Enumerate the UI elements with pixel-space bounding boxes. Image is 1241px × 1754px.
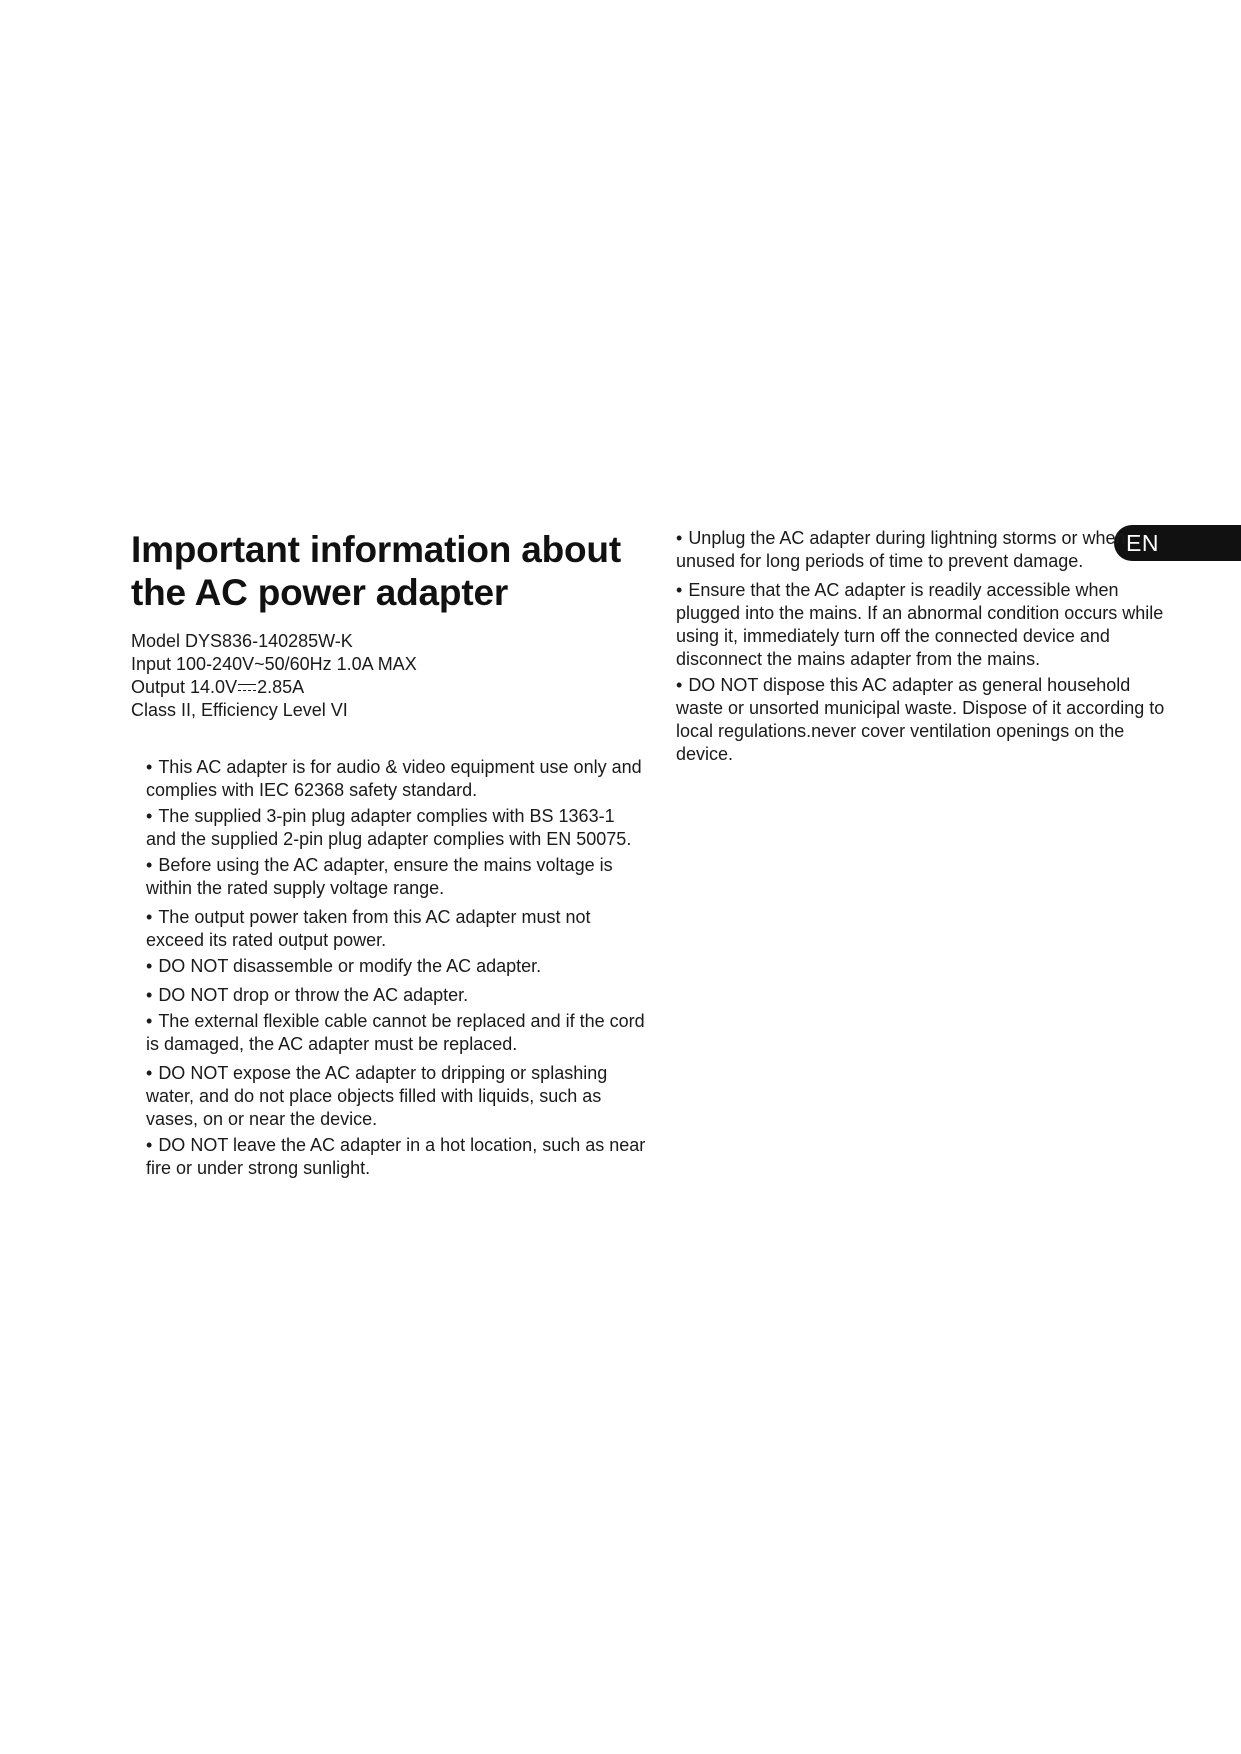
- bullet-text: DO NOT expose the AC adapter to dripping or splashing water, and do not place objects filled with liquids, such as vases, on or near the device.: [146, 1063, 608, 1129]
- right-bullet-list: [676, 527, 1166, 769]
- list-item: [146, 984, 646, 1007]
- bullet-text: DO NOT leave the AC adapter in a hot location, such as near fire or under strong sunlight.: [146, 1135, 646, 1178]
- bullet-icon: •: [146, 806, 153, 826]
- list-item: [146, 1062, 646, 1131]
- bullet-text: The external flexible cable cannot be replaced and if the cord is damaged, the AC adapter must be replaced.: [146, 1011, 645, 1054]
- bullet-icon: •: [146, 1063, 153, 1083]
- bullet-icon: •: [676, 675, 683, 695]
- spec-model: Model DYS836-140285W-K: [131, 631, 353, 651]
- language-tab: EN: [1114, 525, 1241, 561]
- bullet-text: The output power taken from this AC adapter must not exceed its rated output power.: [146, 907, 591, 950]
- bullet-text: The supplied 3-pin plug adapter complies with BS 1363-1 and the supplied 2-pin plug adapter complies with EN 50075.: [146, 806, 632, 849]
- bullet-text: DO NOT disassemble or modify the AC adapter.: [158, 956, 542, 976]
- page-title: [131, 528, 651, 614]
- bullet-icon: •: [146, 956, 153, 976]
- title-line-1: Important information about: [131, 529, 621, 570]
- bullet-text: DO NOT drop or throw the AC adapter.: [158, 985, 469, 1005]
- bullet-text: Ensure that the AC adapter is readily accessible when plugged into the mains. If an abnormal condition occurs while using it, immediately turn off the connected device and disconnect the mains adapter from the mains.: [676, 580, 1164, 669]
- spec-output: [131, 676, 611, 699]
- title-line-2: the AC power adapter: [131, 572, 509, 613]
- list-item: [146, 1010, 646, 1056]
- bullet-text: This AC adapter is for audio & video equipment use only and complies with IEC 62368 safety standard.: [146, 757, 642, 800]
- bullet-icon: •: [146, 757, 153, 777]
- bullet-icon: •: [676, 580, 683, 600]
- list-item: [146, 756, 646, 802]
- spec-block: [131, 630, 611, 722]
- spec-output-suffix: 2.85A: [257, 677, 305, 697]
- bullet-text: DO NOT dispose this AC adapter as general household waste or unsorted municipal waste. Dispose of it according to local regulations.never cover ventilation openings on the device.: [676, 675, 1165, 764]
- left-bullet-list: [146, 756, 646, 1183]
- spec-input: Input 100-240V~50/60Hz 1.0A MAX: [131, 654, 417, 674]
- spec-output-prefix: Output 14.0V: [131, 677, 238, 697]
- list-item: [146, 906, 646, 952]
- bullet-text: Before using the AC adapter, ensure the mains voltage is within the rated supply voltage range.: [146, 855, 613, 898]
- list-item: [146, 1134, 646, 1180]
- bullet-icon: •: [146, 855, 153, 875]
- dc-current-icon: [238, 681, 256, 695]
- list-item: [146, 805, 646, 851]
- list-item: [676, 579, 1166, 671]
- list-item: [676, 527, 1166, 573]
- list-item: [676, 674, 1166, 766]
- bullet-icon: •: [146, 1011, 153, 1031]
- bullet-icon: •: [676, 528, 683, 548]
- bullet-icon: •: [146, 1135, 153, 1155]
- bullet-icon: •: [146, 985, 153, 1005]
- spec-class: Class II, Efficiency Level VI: [131, 700, 348, 720]
- list-item: [146, 955, 646, 978]
- list-item: [146, 854, 646, 900]
- bullet-text: Unplug the AC adapter during lightning storms or when unused for long periods of time to prevent damage.: [676, 528, 1126, 571]
- bullet-icon: •: [146, 907, 153, 927]
